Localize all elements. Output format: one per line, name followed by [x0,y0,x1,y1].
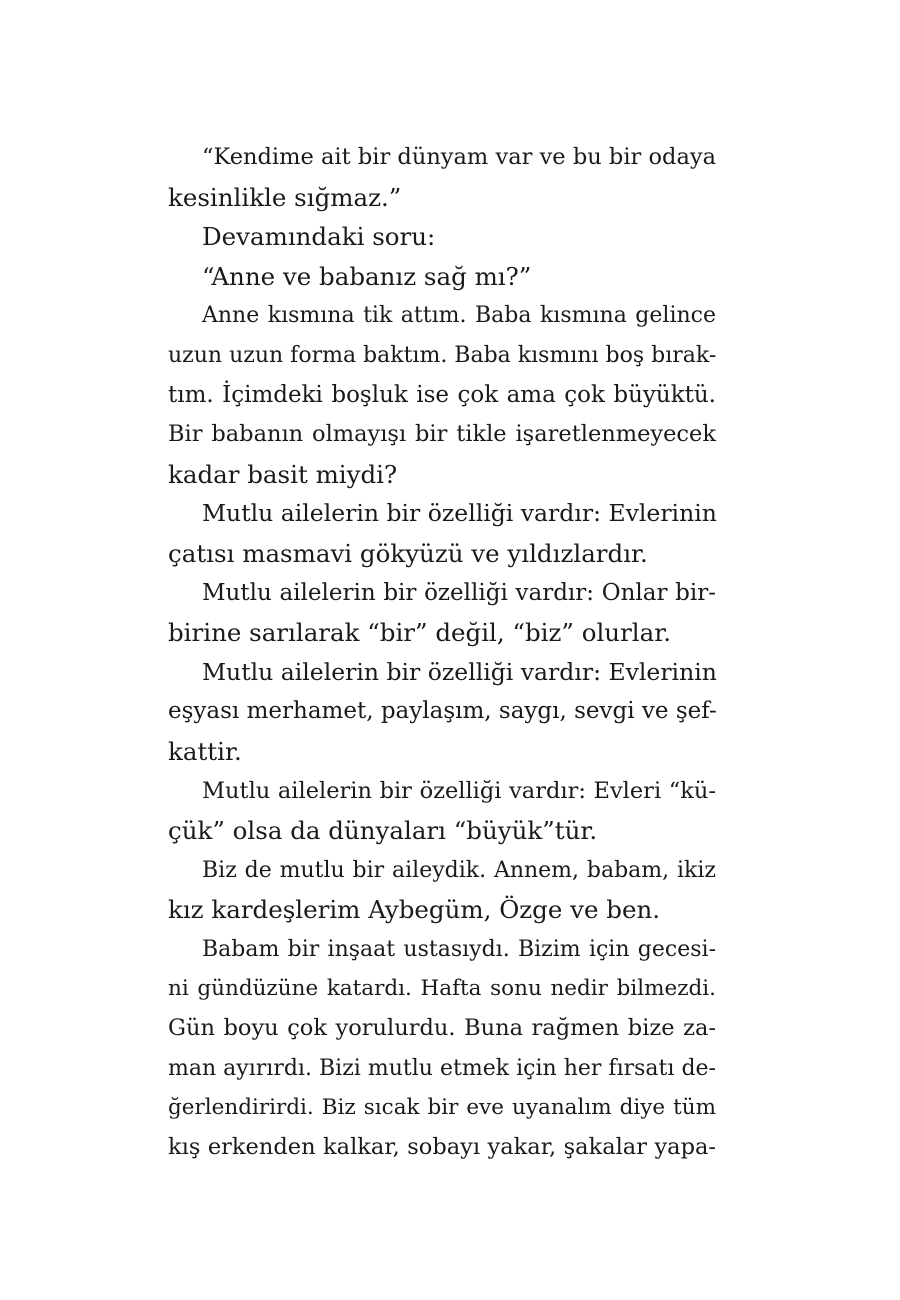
text-line: kesinlikle sığmaz.” [168,182,402,212]
text-line: “Anne ve babanız sağ mı?” [202,261,532,291]
text-line: Biz de mutlu bir aileydik. Annem, babam, ikiz [202,857,716,883]
text-line: çük” olsa da dünyaları “büyük”tür. [168,816,598,846]
text-line: ni gündüzüne katardı. Hafta sonu nedir bilmezdi. [168,976,716,1002]
text-line: Babam bir inşaat ustasıydı. Bizim için gecesi- [202,936,716,962]
text-line: Mutlu ailelerin bir özelliği vardır: Onlar bir- [202,579,716,606]
text-line: eşyası merhamet, paylaşım, saygı, sevgi ve şef- [168,698,717,725]
text-line: Anne kısmına tik attım. Baba kısmına gelince [202,303,716,329]
text-line: ğerlendirirdi. Biz sıcak bir eve uyanalım diye tüm [168,1095,716,1121]
text-line: çatısı masmavi gökyüzü ve yıldızlardır. [168,538,648,568]
text-line: Bir babanın olmayışı bir tikle işaretlenmeyecek [168,421,716,448]
text-line: uzun uzun forma baktım. Baba kısmını boş bırak- [168,342,717,368]
text-line: Mutlu ailelerin bir özelliği vardır: Evlerinin [202,499,717,528]
text-line: kız kardeşlerim Aybegüm, Özge ve ben. [168,895,661,925]
text-line: birine sarılarak “bir” değil, “biz” olurlar. [168,618,672,648]
text-line: kadar basit miydi? [168,459,398,489]
text-line: Gün boyu çok yorulurdu. Buna rağmen bize za- [168,1015,716,1042]
text-line: Mutlu ailelerin bir özelliği vardır: Evleri “kü- [202,777,716,804]
text-line: tım. İçimdeki boşluk ise çok ama çok büyüktü. [168,381,716,408]
text-line: man ayırırdı. Bizi mutlu etmek için her fırsatı de- [168,1055,716,1081]
text-line: Mutlu ailelerin bir özelliği vardır: Evlerinin [202,657,717,686]
text-line: kış erkenden kalkar, sobayı yakar, şakalar yapa- [168,1133,716,1160]
body-text [168,138,716,1167]
text-line: “Kendime ait bir dünyam var ve bu bir odaya [202,144,716,170]
text-line: Devamındaki soru: [202,222,436,252]
text-line: kattir. [168,736,242,766]
